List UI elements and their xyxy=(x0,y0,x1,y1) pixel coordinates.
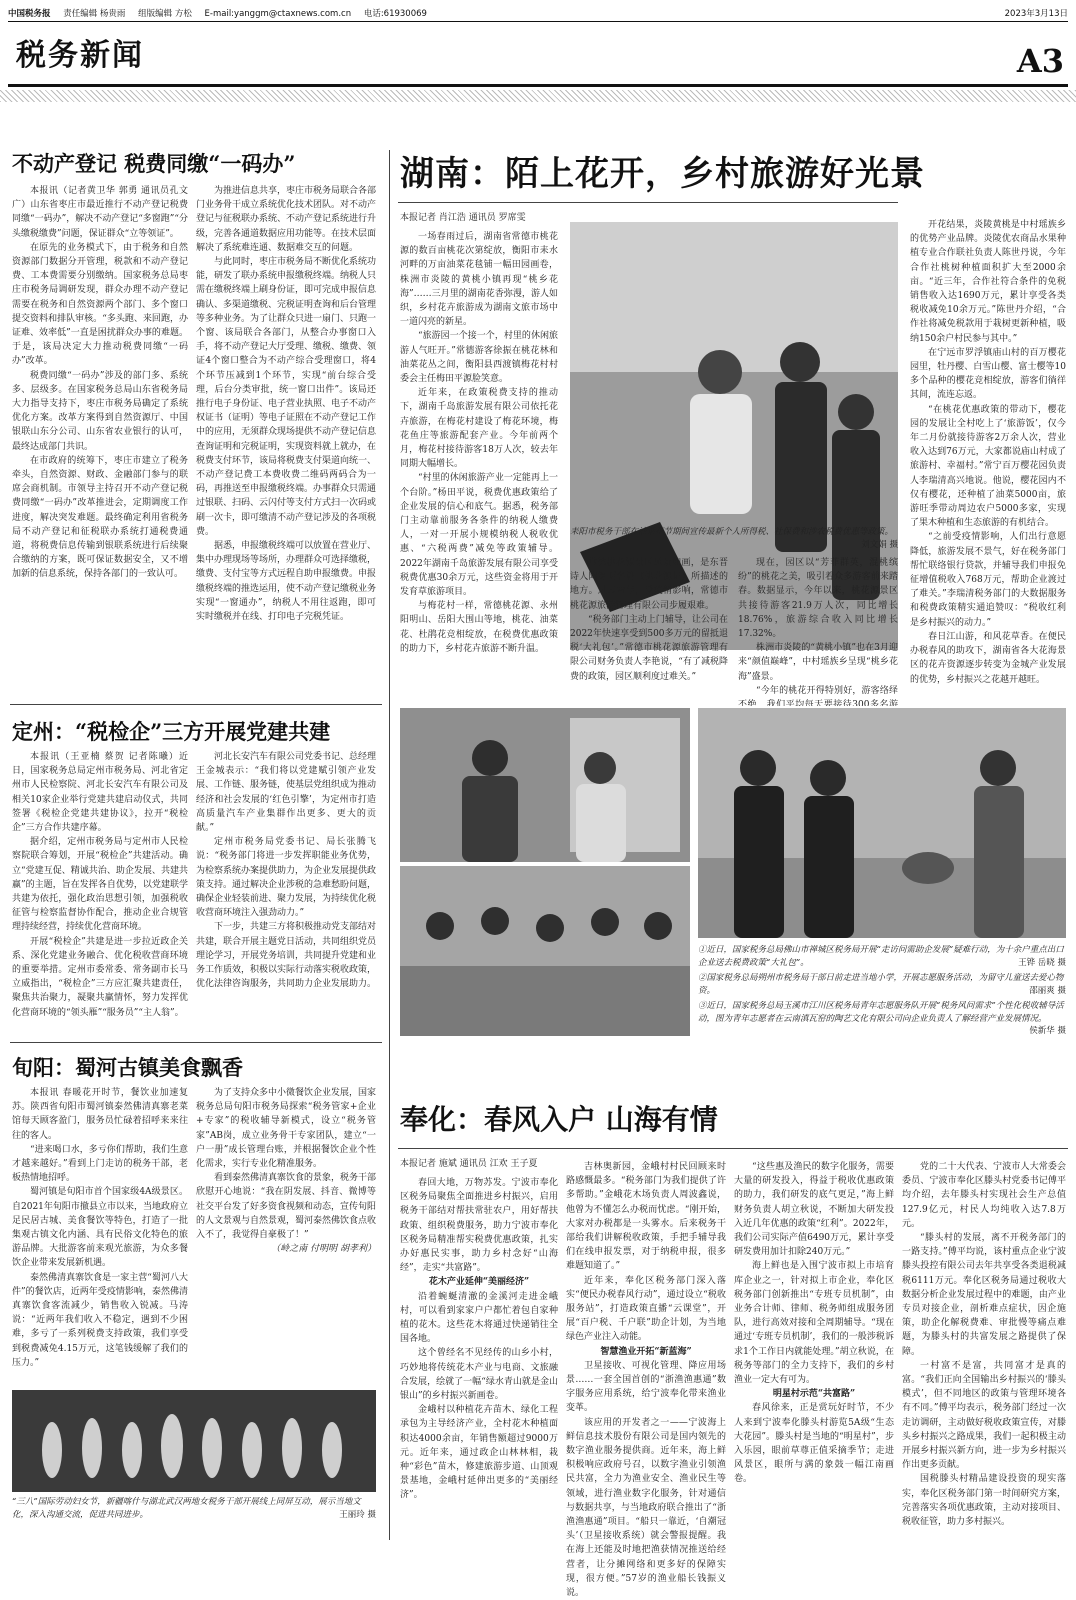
paragraph: 在市政府的统筹下，枣庄市建立了税务牵头，自然资源、财政、金融部门参与的联席会商机制。市领导主持召开不动产登记税费同缴“一码办”改革推进会，定期调度工作进度，解决突发难题。最终确定利用省税务局不动产登记和征税联办系统打通税费通道，将税费信息传输到银联系统进行后续聚合缴纳的方案，既可保证数据安全，又不增加新的信息系统，保持各部门的一致认可。 xyxy=(12,455,188,580)
paragraph: 在宁远市罗浮镇庙山村的百万樱花园里，牡丹樱、白雪山樱、富士樱等10多个品种的樱花竞相绽放，游客们徜徉其间，流连忘返。 xyxy=(910,347,1066,401)
caption-3: ③近日，国家税务总局玉溪市江川区税务局青年志愿服务队开展“税务风问需求”个性化税收辅导活动，图为青年志愿者在云南滇瓦窑的陶艺文化有限公司向企业负责人了解经营产业发展情况。 侯新华 摄 xyxy=(698,1001,1066,1036)
paragraph: 沿着蜿蜒清澈的金溪河走进金峨村，可以看到家家户户都忙着包自家种植的花木。这些花木将通过快递销往全国各地。 xyxy=(400,1291,558,1345)
photo-3 xyxy=(698,708,1066,938)
article-hunan-col2 xyxy=(570,556,728,700)
article-fenghua-col4 xyxy=(902,1160,1066,1542)
paragraph: 税费同缴“一码办”涉及的部门多、系统多、层级多。在国家税务总局山东省税务局大力指导支持下，枣庄市税务局确定了系统优化方案。改革方案得到自然资源厅、中国银联山东分公司、山东省农业银行的认可，最终达成部门共识。 xyxy=(12,370,188,452)
subhead: 花木产业延伸“美丽经济” xyxy=(428,1277,530,1288)
article-fenghua-col3 xyxy=(734,1160,894,1542)
caption-1: ①近日，国家税务总局佛山市禅城区税务局开展“走访问需助企发展”疑难行动，为十余户重点出口企业送去税费政策“大礼包”。 王铧 岳晓 摄 xyxy=(698,945,1066,968)
paragraph: 本报讯 春暖花开时节，餐饮业加速复苏。陕西省旬阳市蜀河镇泰然佛清真寨老菜馆每天顾客盈门，服务员忙碌着招呼来来往往的客人。 xyxy=(12,1088,188,1141)
headline-fenghua: 奉化：春风入户 山海有情 xyxy=(400,1103,718,1136)
paragraph: 据介绍，定州市税务局与定州市人民检察院联合筹划，开展“税检企”共建活动。确立“党建互促、精诚共治、助企发展、共建共赢”的主题，旨在发挥各自优势，以党建联学共建为依托，强化政治思想引领，加强税收征管与检察监督协作配合，推动企业合规管理持续经营，持续优化营商环境。 xyxy=(12,837,188,933)
photo-credit: 王丽玲 摄 xyxy=(339,1509,376,1520)
headline-rule xyxy=(398,1148,1068,1149)
paragraph: 据悉，申报缴税终端可以放置在营业厅、集中办理现场等场所，办理群众可选择缴税，缴费、支付宝等方式远程自助申报缴费。申报缴税终端的推选运用，使不动产登记缴税业务实现“一窗通办”，纳税人不用往返跑，即可实时缴税并在线、打印电子完税凭证。 xyxy=(196,541,377,623)
paragraph: “之前受疫情影响，人们出行意愿降低，旅游发展不景气，好在税务部门帮忙联络银行贷款，并辅导我们申报免征增值税收入768万元，帮助企业渡过了难关。”李瑞清税务部门的大数据服务和税费政策精实通追赞叹：“税收红利是乡村振兴的动力。” xyxy=(910,532,1066,628)
paragraph: 本报讯（王亚楠 蔡贺 记者陈曦）近日，国家税务总局定州市税务局、河北省定州市人民检察院、河北长安汽车有限公司及相关10家企业举行党建共建启动仪式，共同签署《税检企党建共建协议》，拉开“税检企”三方合作共建序幕。 xyxy=(12,752,188,834)
masthead-rule xyxy=(8,21,1068,22)
headline-dingzhou: 定州：“税检企”三方开展党建共建 xyxy=(12,719,331,744)
headline-hunan: 湖南：陌上花开，乡村旅游好光景 xyxy=(400,154,925,194)
article-dingzhou-col1 xyxy=(12,750,188,1035)
photo-2-illustration xyxy=(400,866,690,1036)
paragraph: “在桃花优惠政策的带动下，樱花园的发展让全村吃上了‘旅游饭’，仅今年二月份就接待游客2万余人次，营业收入达到76万元，大家都说庙山村成了旅游村、幸福村。”常宁百万樱花园负责人李瑞清高兴地说。他说，樱花园内不仅有樱花，还种植了油菜5000亩，旅游旺季带动周边农户5000多家，实现了果木种植和生态旅游的有机结合。 xyxy=(910,404,1066,529)
paragraph: 与此同时，枣庄市税务局不断优化系统功能，研发了联办系统申报缴税终端。纳税人只需在缴税终端上刷身份证，即可完成申报信息确认、多渠道缴税、完税证明查询和后台管理等多种业务。为了让群众只进一扇门、只跑一个窗、该局联合各部门，从整合办事窗口入手，将不动产登记大厅受理、缴税、缴费、领证4个窗口整合为不动产综合受理窗口，将4个环节压减到1个环节，实现“前台综合受理，后台分类审批，统一窗口出件”。该局还推行电子身份证、电子营业执照、电子不动产权证书（证明）等电子证照在不动产登记工作中的应用，无须群众现场提供不动产登记信息查询证明和完税证明，实现资料就上就办，在税费支付环节，该局将税费支付渠道向统一、不动产登记费工本费收费二维码两码合为一码，再推送至申报缴税终端。办事群众只需通过银联、扫码、云闪付等支付方式扫一次码或刷一次卡，即可缴清不动产登记涉及的各项税费。 xyxy=(196,257,377,537)
photo-caption-dance xyxy=(12,1496,376,1538)
paragraph: 一村富不是富，共同富才是真的富。“我们正向全国输出乡村振兴的‘滕头模式’，但不同地区的政策与管理环境各有不同。”傅平均表示，税务部门经过一次走访调研，主动做好税收政策宣传，对滕头乡村振兴之路成果，我们一起积极主动开展乡村振兴新方向，进一步为乡村振兴作出更多贡献。 xyxy=(902,1360,1066,1471)
paragraph: 在原先的业务模式下，由于税务和自然资源部门数据分开管理，税款和不动产登记费、工本费需要分别缴纳。国家税务总局枣庄市税务局调研发现，群众办理不动产登记需要在税务和自然资源两个部门、多个窗口提交资料和排队审核。“多头跑、来回跑，办证难、效率低”一直是困扰群众办事的难题。于是，该局决定大力推动税费同缴“一码办”改革。 xyxy=(12,242,188,367)
article-divider xyxy=(10,704,382,705)
paragraph: 本报讯（记者黄卫华 郭勇 通讯员孔文广）山东省枣庄市最近推行不动产登记税费同缴“一码办”，解决不动产登记“多窗跑”“分头缴税缴费”问题，保证群众“立等领证”。 xyxy=(12,186,189,239)
photo-credit: 侯新华 摄 xyxy=(1029,1026,1066,1036)
article-property-tax-col1 xyxy=(12,184,188,696)
headline-rule xyxy=(398,202,898,203)
paragraph: 泰然佛清真寨饮食是一家主营“蜀河八大件”的餐饮店，近两年受疫情影响，泰然佛清真寨饮食客流减少，销售收入锐减。马涛说：“近两年我们收入不稳定，遇到不少困难，多亏了一系列税费支持政策，我们享受到税费减免4.15万元，这笔钱缓解了我们的压力。” xyxy=(12,1272,188,1368)
caption-text: “三八”国际劳动妇女节，新疆喀什与湖北武汉两地女税务干部开展线上同屏互动，展示当地文化，深入沟通交流，促进共同进步。 xyxy=(12,1497,361,1520)
paragraph: 这个曾经名不见经传的山乡小村，巧妙地将传统花木产业与电商、文旅融合发展，绘就了一幅“绿水青山就是金山银山”的乡村振兴新画卷。 xyxy=(400,1348,558,1402)
paragraph: “进来喝口水，多亏你们帮助，我们生意才越来越好。”看到上门走访的税务干部，老板热情地招呼。 xyxy=(12,1144,188,1184)
article-hunan-col4 xyxy=(910,218,1066,700)
caption-text: 耒阳市税务干部在油菜花节期间宣传最新个人所得税、社保费和涉农税费优惠等政策。 xyxy=(570,527,894,537)
headline-xunyang: 旬阳：蜀河古镇美食飘香 xyxy=(12,1055,243,1080)
paragraph: 近年来，在政策税费支持的推动下，湖南千岛旅游发展有限公司依托花卉旅游，在梅花村建设了梅花环境，梅花鱼庄等旅游配套产业。今年前两个月，梅花村接待游客18万人次，较去年同期大幅增长。 xyxy=(400,388,558,470)
editor: 责任编辑 杨贵雨 xyxy=(63,9,126,19)
photo-3-illustration xyxy=(698,708,1066,938)
issue-date: 2023年3月13日 xyxy=(1004,9,1068,19)
paragraph: 该应用的开发者之一——宁波海上鲜信息技术股份有限公司是国内领先的数字渔业服务提供商。近年来，海上鲜积极响应政府号召，以数字渔业引领渔民共富，全力为渔业安全、渔业民生等领域，进行渔业数字化服务，针对通信与数据共享，与当地政府联合推出了“浙渔渔惠通”项目。“船只一靠近，‘自潮冠头’（卫星接收系统）就会警报提醒。我在海上还能及时地把渔获情况推送给经营者，让分摊网络和更多好的保障实现，很方便。”57岁的渔业船长钱振义说。 xyxy=(566,1417,726,1599)
paragraph: 与梅花村一样，常德桃花源、永州阳明山、岳阳大围山等地，桃花、油菜花、杜鹃花竞相绽放，在税费优惠政策的助力下，乡村花卉旅游不断升温。 xyxy=(400,601,558,654)
layout-editor: 组版编辑 方松 xyxy=(138,9,192,19)
photo-credit: 邵丽爽 摄 xyxy=(1029,985,1066,996)
paragraph: 看到泰然佛清真寨饮食的景象，税务干部欣慰开心地说：“我在阴发展、抖音、微博等社交平台发了好多资食视频和动态，宣传旬阳的人文景观与自然景观，蜀河泰然佛饮食点收入不了，我觉得自豪极了！” xyxy=(196,1173,377,1241)
paper-name: 中国税务报 xyxy=(8,9,51,19)
paragraph: 卫星接收、可视化管理、降应用场景……一套全国首创的“浙渔渔惠通”数字服务应用系统，给宁波奉化带来渔业变革。 xyxy=(566,1360,726,1414)
article-xunyang-col1 xyxy=(12,1086,188,1376)
attribution: （岭之南 付明明 胡孝利） xyxy=(271,1244,376,1255)
caption-2: ②国家税务总局朔州市税务局干部日前走进当地小学，开展志愿服务活动，为留守儿童送去爱心物资。 邵丽爽 摄 xyxy=(698,973,1066,996)
article-hunan-col1 xyxy=(400,230,558,700)
header-rule xyxy=(8,84,1068,87)
paragraph: “旅游园一个接一个，村里的休闲旅游人气旺开。”常德游客徐振在桃花林和油菜花丛之间，衡阳县西渡镇梅花村村委会主任梅田平源脸笑意。 xyxy=(400,331,558,385)
photo-captions xyxy=(698,944,1066,1036)
article-xunyang-col2 xyxy=(196,1086,376,1376)
column-divider xyxy=(389,150,390,1540)
dance-photo-illustration xyxy=(12,1390,376,1492)
email[interactable]: E-mail:yanggm@ctaxnews.com.cn xyxy=(204,9,352,19)
paragraph: 海上鲜也是入围宁波市拟上市培育库企业之一，针对拟上市企业，奉化区税务部门创新推出“专班专员机制”，由业务合计师、律师、税务师组成服务团队，进行高效对接和全周期辅导。“现在通过‘专班专员机制’，我们的一般涉税诉求1个工作日内就能处理。”胡立秋说，在税务等部门的全力支持下，我们的乡村渔业一定大有可为。 xyxy=(734,1261,894,1386)
subhead: 智慧渔业开拓“新蓝海” xyxy=(600,1346,692,1357)
paragraph: “今年的桃花开得特别好，游客络绎 xyxy=(756,685,898,696)
photo-credit: 王铧 岳晓 摄 xyxy=(1018,957,1066,968)
photo-2 xyxy=(400,866,690,1036)
paragraph: 党的二十大代表、宁波市人大常委会委员、宁波市奉化区滕头村党委书记傅平均介绍，去年滕头村实现社会生产总值127.9亿元，村民人均纯收入达7.8万元。 xyxy=(902,1162,1066,1229)
article-fenghua-col1 xyxy=(400,1176,558,1542)
article-property-tax-col2 xyxy=(196,184,376,696)
article-hunan-col3 xyxy=(738,556,898,700)
paragraph: 国税滕头村精品建设投资的现实落实，奉化区税务部门第一时间研究方案，完善落实各项优惠政策，主动对接项目、税收征管，助力多村振兴。 xyxy=(902,1474,1066,1528)
paragraph: “村里的休闲旅游产业一定能再上一个台阶。”杨田平说，税费优惠政策给了企业发展的信心和底气。据悉，税务部门主动靠前服务各条件的纳税人缴费人，一对一开展小规模纳税人税收优惠、“六税两费”减免等政策辅导。2022年湖南千岛旅游发展有限公司享受税费优惠30余万元，这些资金将用于开发育草旅游项目。 xyxy=(400,473,558,598)
paragraph: 开展“税检企”共建是进一步拉近政企关系、深化党建业务融合、优化税收营商环境的重要举措。定州市委常委、常务副市长马立威指出，“税检企”三方应汇聚共建责任，聚焦共治聚力，凝聚共赢情怀，努力发挥优化营商环境的“领头雁”“服务员”“主人翁”。 xyxy=(12,936,188,1018)
paragraph: 定州市税务局党委书记、局长张腾飞说：“税务部门将进一步发挥职能业务优势，为检察系统办案提供助力，为企业发展提供政策支持。通过解决企业涉税的急难愁盼问题，确保企业轻装前进、聚力发展，为持续优化税收营商环境注入强劲动力。” xyxy=(196,837,377,919)
paragraph: 近年来，奉化区税务部门深入落实“便民办税春风行动”，通过设立“税收服务站”，打造政策直播“云课堂”，开展“百户税、千户联”助企计划，为当地绿色产业注入动能。 xyxy=(566,1275,726,1343)
masthead xyxy=(8,6,1068,20)
decorative-stripe xyxy=(0,90,1076,102)
photo-hunan xyxy=(570,222,898,522)
photo-credit: 刘文娟 摄 xyxy=(861,539,898,550)
photo-band xyxy=(398,706,1068,1036)
paragraph: 常德桃花源景区风景如画，是东晋诗人陶渊明名篇《桃花源记》所描述的地方。过去两年，受疫情影响，常德市桃花源旅游管理有限公司步履艰难。 xyxy=(570,558,728,611)
article-divider xyxy=(10,1042,382,1043)
photo-caption-hunan xyxy=(570,526,898,554)
paragraph: 蜀河镇是旬阳市首个国家级4A级景区。自2021年旬阳市撤县立市以来，当地政府立足民居古城、美食餐饮等特色，打造了一批集观古镇文化内涵、具有民俗文化特色的旅游品牌。大批游客前来观光旅游，为众多餐饮企业带来发展新机遇。 xyxy=(12,1187,188,1269)
paragraph: 河北长安汽车有限公司党委书记、总经理王金城表示：“我们将以党建赋引领产业发展、工作链、服务链，使基层党组织成为推动经济和社会发展的‘红色引擎’，为定州市打造高质量汽车产业集群作出更多、更大的贡献。” xyxy=(196,752,377,834)
section-title: 税务新闻 xyxy=(16,38,144,73)
photo-dance xyxy=(12,1390,376,1492)
paragraph: 下一步，共建三方将积极推动党支部结对共建，联合开展主题党日活动，共同组织党员理论学习，开展党务培训，共同提升党建和业务工作质效，积极以实际行动落实税收政策，优化法律咨询服务，共同助力企业发展助力。 xyxy=(196,922,377,990)
paragraph: 春风徐来，正是赏玩好时节，不少人来到宁波奉化滕头村游览5A级“生态大花园”。滕头村是当地的“明星村”，步入乐园，眼前草尊正值采摘季节；走进风景区，眼所与满的象鼓一幅江南画卷。 xyxy=(734,1403,894,1485)
paragraph: “这些惠及渔民的数字化服务，需要大量的研发投入，得益于税收优惠政策的助力，我们研发的底气更足，”海上鲜财务负责人胡立秋说，不断加大研发投入近几年优惠的政策“红利”。2022年，我们公司实际产值6490万元，累计享受研发费用加计扣除240万元。” xyxy=(734,1162,894,1258)
subhead: 明星村示范“共富路” xyxy=(772,1389,856,1400)
paragraph: 一场春雨过后，湖南省常德市桃花源的数百亩桃花次第绽放，衡阳市耒水河畔的万亩油菜花毯铺一幅田园画卷，株洲市炎陵的黄桃小镇再现“桃乡花海”……三月里的湖南花香弥漫，游人如织，乡村花卉旅游成为湖南文旅市场中一道闪亮的新星。 xyxy=(400,232,558,328)
headline-property-tax: 不动产登记 税费同缴“一码办” xyxy=(12,151,296,176)
paragraph: “税务部门主动上门辅导，让公司在2022年快速享受到500多万元的留抵退税‘大礼包’。”常德市桃花源旅游管理有限公司财务负责人李艳说，“有了减税降费的政策，园区顺利度过难关。” xyxy=(570,614,728,682)
paragraph: 为推进信息共享，枣庄市税务局联合各部门业务骨干成立系统优化技术团队。对不动产登记与征税联办系统、不动产登记系统进行升级，完善各通道数据应用功能等。在技术层面解决了系统难连通、数据难交互的问题。 xyxy=(196,186,377,253)
paragraph: 吉林奥新园，金峨村村民回顾来时路感慨最多。“税务部门为我们提供了许多帮助。”金峨花木场负责人周波鑫说，他曾为不懂怎么办税而忧虑。“刚开始，大家对办税都是一头雾水。后来税务干部给我们讲解税收政策，手把手辅导我们在线申报发票，对于纳税申报，很多难题知道了。” xyxy=(566,1162,726,1272)
article-dingzhou-col2 xyxy=(196,750,376,1035)
article-fenghua-col2 xyxy=(566,1160,726,1599)
paragraph: “滕头村的发展，离不开税务部门的一路支持。”傅平均说，该村重点企业宁波滕头投控有限公司去年共享受各类退税减税6111万元。奉化区税务局通过税收大数据分析企业发展过程中的难题，由产业专员对接企业，剖析难点症状，因企施策，助企化解税费难、审批慢等痛点难题，为滕头村的共富发展之路提供了保障。 xyxy=(902,1233,1066,1357)
photo-1 xyxy=(400,708,690,862)
paragraph: 为了支持众多中小微餐饮企业发展，国家税务总局旬阳市税务局探索“税务管家+企业+专家”的税收辅导新模式，设立“税务管家”AB岗，成立业务骨干专家团队，建立“一户一册”成长管理台账，并根据餐饮企业个性化需求，实行专业化精准服务。 xyxy=(196,1088,377,1170)
paragraph: 现在，园区以“芳菲群英，混桃缤纷”的桃花之美，吸引着众多游客前来踏春。数据显示，今年以来，桃花源景区共接待游客21.9万人次，同比增长18.76%，旅游综合收入同比增长17.32%。 xyxy=(738,558,898,640)
photo-1-illustration xyxy=(400,708,690,862)
paragraph: 金峨村以种植花卉苗木、绿化工程承包为主导经济产业，全村花木种植面积达4000余亩，年销售额超过9000万元。近年来，通过政企山林林相，栽种“彩色”苗木，修建旅游步道、山顶观景基地，金峨村延伸出更多的“美丽经济”。 xyxy=(400,1405,558,1501)
hunan-photo-illustration xyxy=(570,222,898,522)
paragraph: 春回大地，万物苏发。宁波市奉化区税务局聚焦全面推进乡村振兴，启用税务干部结对帮扶常驻农户，用好帮扶政策、组织税费服务，助力宁波市奉化区税务局精准帮实税费优惠政策，扎实办好惠民实事，助力乡村念好“山海经”，走实“共富路”。 xyxy=(400,1178,558,1274)
byline-hunan: 本报记者 肖江浩 通讯员 罗席雯 xyxy=(400,213,526,223)
page-number: A3 xyxy=(1016,42,1064,80)
paragraph: 株洲市炎陵的“黄桃小镇”也在3月迎来“颜值巅峰”，中村瑶族乡呈现“桃乡花海”盛景。 xyxy=(738,643,898,682)
byline-fenghua: 本报记者 施斌 通讯员 江欢 王子夏 xyxy=(400,1159,538,1169)
phone: 电话:61930069 xyxy=(363,9,427,19)
paragraph: 开花结果，炎陵黄桃是中村瑶族乡的优势产业品牌。炎陵优农商品水果种植专业合作联社负责人陈世丹说，今年合作社桃树种植面积扩大至2000余亩。“近三年，合作社符合条件的免税销售收入达1690万元，累计享受各类税收减免10余万元。”陈世丹介绍，“合作社将减免税款用于栽树更新种植，吸纳150余户村民参与其中。” xyxy=(910,220,1066,344)
paragraph: 春日江山游，和风花草香。在便民办税春风的助攻下，湖南省各大花海景区的花卉资源逐步转变为金城产业发展的优势，乡村振兴之花越开越旺。 xyxy=(910,631,1066,685)
